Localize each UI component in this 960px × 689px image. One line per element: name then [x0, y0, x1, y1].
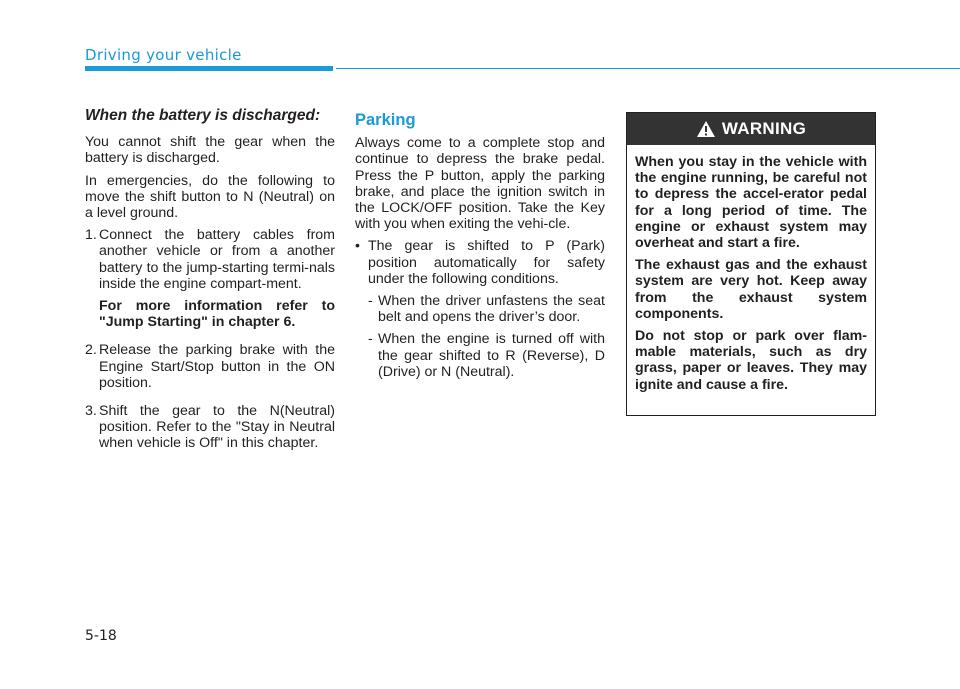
- warning-box: [626, 112, 876, 416]
- warning-paragraph: Do not stop or park over flam-mable materials, such as dry grass, paper or leaves. They may ignite and cause a fire.: [635, 328, 867, 393]
- header-rule-thin: [336, 68, 960, 69]
- step-text: Shift the gear to the N(Neutral) position. Refer to the "Stay in Neutral when vehicle is Off" in this chapter.: [99, 403, 335, 452]
- bullet-item: [355, 238, 605, 384]
- warning-paragraph: When you stay in the vehicle with the engine running, be careful not to depress the accel-erator pedal for a long period of time. The engine or exhaust system may overheat and start a fire.: [635, 154, 867, 252]
- step-note: For more information refer to "Jump Starting" in chapter 6.: [99, 298, 335, 331]
- condition-text: When the driver unfastens the seat belt and opens the driver’s door.: [378, 293, 605, 326]
- condition-text: When the engine is turned off with the gear shifted to R (Reverse), D (Drive) or N (Neutral).: [378, 331, 605, 380]
- dash-marker: -: [368, 331, 373, 348]
- bullet-text: The gear is shifted to P (Park) position automatically for safety under the following conditions.: [368, 238, 605, 287]
- section-title: Driving your vehicle: [85, 46, 242, 64]
- parking-heading: Parking: [355, 111, 416, 129]
- middle-column: [355, 108, 605, 390]
- header-rule-thick: [85, 66, 333, 71]
- condition-item: [368, 293, 605, 325]
- left-column: [85, 108, 335, 464]
- page-number: 5-18: [85, 628, 117, 644]
- step-number: 3.: [85, 403, 97, 420]
- dash-marker: -: [368, 293, 373, 310]
- battery-discharged-heading: When the battery is discharged:: [85, 107, 321, 124]
- warning-paragraph: The exhaust gas and the exhaust system are very hot. Keep away from the exhaust system components.: [635, 257, 867, 322]
- step-number: 2.: [85, 342, 97, 359]
- condition-item: [368, 331, 605, 380]
- warning-triangle-icon: [696, 120, 716, 138]
- step-item: [85, 342, 335, 397]
- step-number: 1.: [85, 227, 97, 244]
- step-item: [85, 227, 335, 336]
- paragraph: In emergencies, do the following to move the shift button to N (Neutral) on a level ground.: [85, 172, 335, 222]
- warning-label: WARNING: [721, 119, 807, 138]
- warning-header: [627, 113, 875, 145]
- bullet-marker: •: [355, 238, 360, 255]
- paragraph: You cannot shift the gear when the battery is discharged.: [85, 134, 335, 167]
- step-text: Release the parking brake with the Engine Start/Stop button in the ON position.: [99, 342, 335, 391]
- warning-body: [627, 145, 875, 393]
- step-text: Connect the battery cables from another vehicle or from a another battery to the jump-starting termi-nals inside the engine compart-ment.: [99, 227, 335, 292]
- step-item: [85, 403, 335, 458]
- parking-paragraph: Always come to a complete stop and continue to depress the brake pedal. Press the P button, apply the parking brake, and place the ignition switch in the LOCK/OFF position. Take the Key with you when exiting the vehi-cle.: [355, 135, 605, 233]
